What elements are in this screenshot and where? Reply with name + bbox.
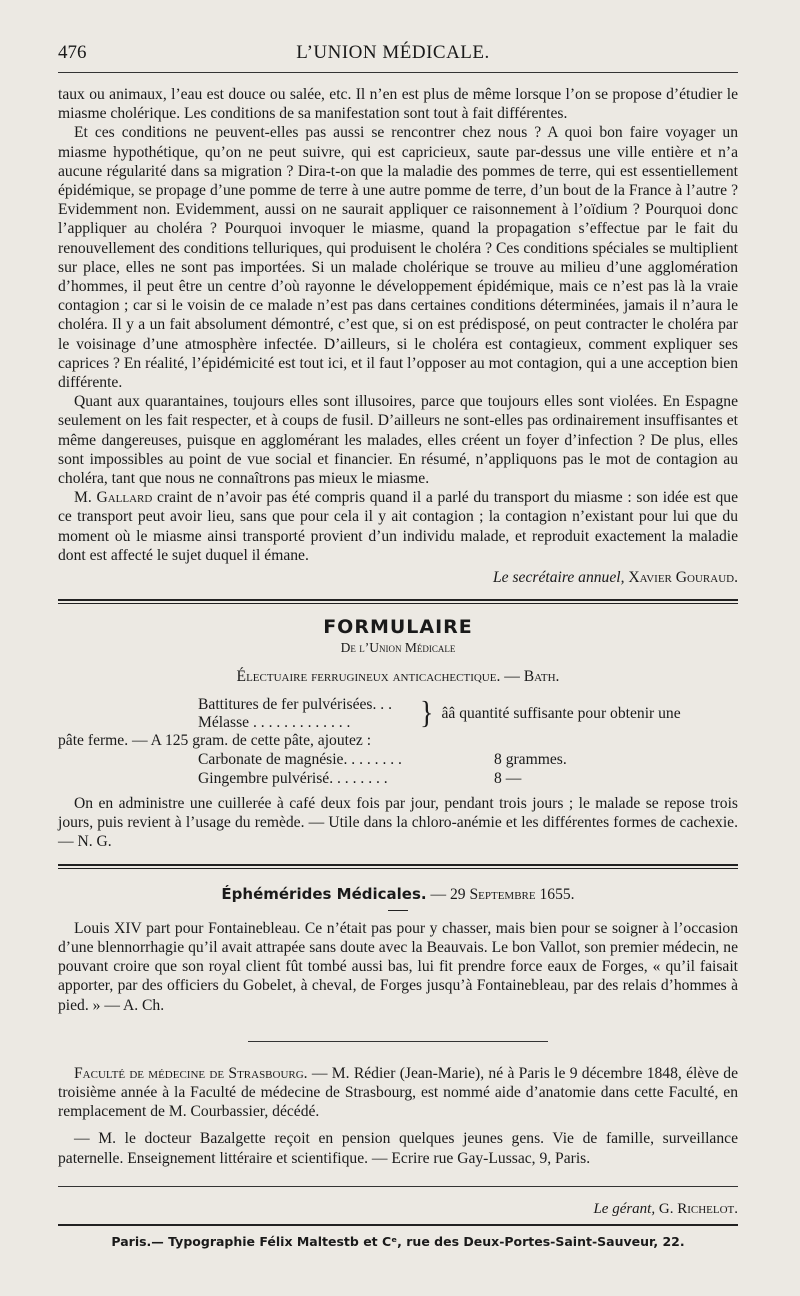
paragraph-4-text: craint de n’avoir pas été compris quand il a parlé du transport du miasme : son idée est que ce transport peut avoir lieu, sans que pour cela il y ait contagion ; la contagion n’existant pour lui que du moment où le miasme ainsi transporté provient d’un individu malade, et reproduit exactement la maladie dont est affecté le sujet duquel il émane. [58,489,738,564]
page-header [58,42,738,64]
running-title: L’UNION MÉDICALE. [296,42,490,63]
bottom-rule [58,1186,738,1187]
formulaire-subtitle: De l’Union Médicale [340,640,456,656]
addition-qty: 8 — [494,770,522,788]
manager-line [58,1201,738,1218]
section-divider [58,864,738,869]
ephemerides-heading: Éphémérides Médicales. [221,884,427,903]
formulaire-title: FORMULAIRE [323,616,473,639]
addition-row [198,750,738,769]
signature [58,569,738,587]
ephemerides-title [58,885,738,904]
article-body [58,85,738,565]
bazalgette-notice: — M. le docteur Bazalgette reçoit en pension quelques jeunes gens. Vie de famille, surveillance paternelle. Enseignement littéraire et scientifique. — Ecrire rue Gay-Lussac, 9, Paris. [58,1130,738,1167]
instructions: On en administre une cuillerée à café deux fois par jour, pendant trois jours ; le malade se repose trois jours, puis revient à l’usage du remède. — Utile dans la chloro-anémie et les différentes formes de cachexie. — N. G. [58,795,738,851]
mid-rule [248,1041,548,1042]
imprint: Paris.— Typographie Félix Maltestb et Cᵉ, rue des Deux-Portes-Saint-Sauveur, 22. [111,1233,685,1249]
paragraph-2: Et ces conditions ne peuvent-elles pas aussi se rencontrer chez nous ? A quoi bon faire voyager un miasme hypothétique, qu’on ne peut suivre, qui est capricieux, saute par-dessus une ville entière et n’a aucune régularité dans sa migration ? Dira-t-on que la maladie des pommes de terre, qui est essentiellement épidémique, se propage d’une pomme de terre à une autre pomme de terre, d’un bout de la France à l’autre ? Evidemment non. Evidemment, aussi on ne saurait appliquer ce raisonnement à l’oïdium ? Pourquoi donc l’appliquer au choléra ? Pourquoi invoquer le miasme, quand la propagation s’effectue par le fait du renouvellement des conditions telluriques, qui produisent le choléra ? Ces conditions spéciales se multiplient sur place, elles ne sont pas importées. Si un malade cholérique se trouve au milieu d’une agglomération d’hommes, il peut être un centre d’où rayonne le développement épidémique, mais ce n’est pas là la vraie contagion ; car si le voisin de ce malade n’est pas dans certaines conditions déterminées, jamais il n’aura le choléra. Il y a un fait absolument démontré, c’est que, si on est prédisposé, on peut contracter le choléra par le voisinage d’une atmosphère infectée. D’ailleurs, si le choléra est contagieux, comment expliquer ses caprices ? En réalité, l’épidémicité est tout ici, et il faut l’opposer au mot contagion, qui a une acception bien différente. [58,124,738,392]
imprint-rule [58,1224,738,1226]
faculty-text: — M. Rédier (Jean-Marie), né à Paris le 9 décembre 1848, élève de troisième année à la Faculté de médecine de Strasbourg, est nommé aide d’anatomie dans cette Faculté, en remplacement de M. Courbassier, décédé. [58,1064,738,1121]
short-dash [388,910,408,911]
faculty-heading: Faculté de médecine de Strasbourg. [74,1064,308,1082]
addition-name: Gingembre pulvérisé. . . . . . . . [198,770,388,788]
speaker-name: M. Gallard [74,489,153,507]
signature-name: Xavier Gouraud. [628,569,738,587]
manager-role: Le gérant, [593,1200,656,1217]
ephemerides-text: Louis XIV part pour Fontainebleau. Ce n’était pas pour y chasser, mais bien pour se soigner à l’occasion d’une blennorrhagie qu’il avait attrapée sans doute avec la Beauvais. Le bon Vallot, son premier médecin, ne pouvant croire que son royal client fût tombé aussi bas, lui fit prendre force eaux de Forges, « qu’il faisait apporter, par des officiers du Gobelet, à cheval, de Forges jusqu’à Fontainebleau, par des relais d’hommes à pied. » — A. Ch. [58,919,738,1014]
paragraph-1: taux ou animaux, l’eau est douce ou salée, etc. Il n’en est plus de même lorsque l’on se propose d’étudier le miasme cholérique. Les conditions de sa manifestation sont tout à fait différentes. [58,86,738,123]
brace: } [420,695,434,732]
paste-line: pâte ferme. — A 125 gram. de cette pâte, ajoutez : [58,732,372,750]
ingredient-2: Mélasse . . . . . . . . . . . . . [198,714,351,732]
page-number: 476 [58,42,87,63]
addition-row [198,769,738,788]
header-rule [58,72,738,73]
ingredient-group [198,696,738,732]
recipe-title: Électuaire ferrugineux anticachectique. — Bath. [236,668,560,686]
signature-role: Le secrétaire annuel, [493,569,625,587]
paragraph-3: Quant aux quarantaines, toujours elles sont illusoires, parce que toujours elles sont violées. En Espagne seulement on les fait respecter, et à coups de fusil. D’ailleurs ne sont-elles pas ordinairement insuffisantes et même dangereuses, puisque en agglomérant les malades, elles créent un foyer d’infection ? De plus, elles sont impossibles au point de vue social et financier. En résumé, n’appliquons pas le mot de contagion au choléra, tant que nous ne connaîtrons pas mieux le miasme. [58,393,738,488]
ephemerides-date: — 29 Septembre 1655. [426,885,575,903]
addition-name: Carbonate de magnésie. . . . . . . . [198,751,402,769]
quantity-note: ââ quantité suffisante pour obtenir une [441,705,681,723]
paragraph-4 [58,488,738,565]
addition-qty: 8 grammes. [494,751,567,769]
section-divider [58,599,738,604]
faculty-notice [58,1064,738,1122]
ingredient-1: Battitures de fer pulvérisées. . . [198,696,392,714]
manager-name: G. Richelot. [658,1200,738,1217]
